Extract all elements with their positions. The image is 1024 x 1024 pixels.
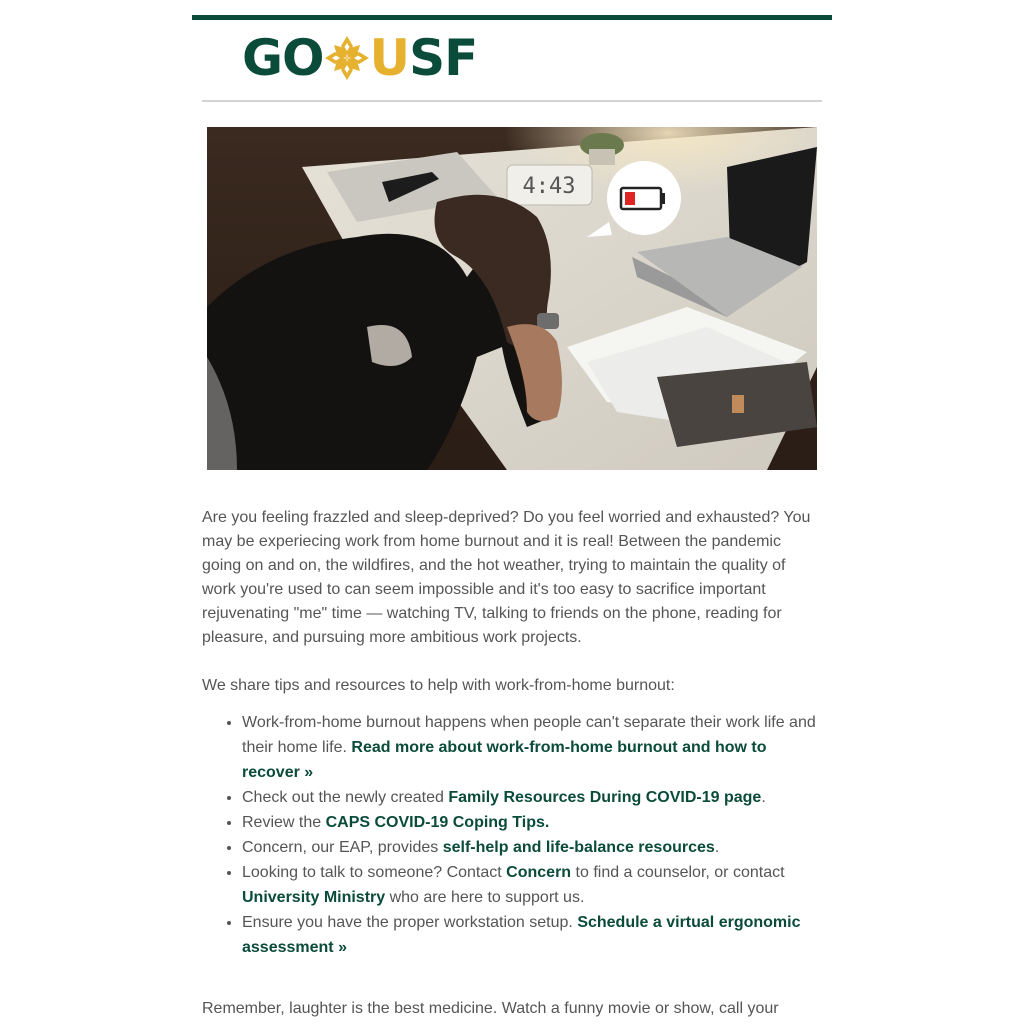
email-body [192,506,832,1021]
tip-text: Check out the newly created [242,789,449,806]
gousf-logo[interactable] [242,30,477,86]
tips-intro-paragraph: We share tips and resources to help with work-from-home burnout: [202,677,675,694]
logo-go-text: GO [242,29,324,87]
hero-image [207,127,817,470]
concern-link[interactable]: Concern [506,864,572,881]
family-resources-link[interactable]: Family Resources During COVID-19 page [448,789,762,806]
header-divider [202,100,822,102]
burnout-article-link[interactable]: Read more about work-from-home burnout and how to recover » [242,739,767,781]
list-item [242,710,822,785]
tips-list [202,710,822,960]
email-container [192,0,832,1021]
ergonomic-assessment-link[interactable]: Schedule a virtual ergonomic assessment » [242,914,801,956]
intro-paragraph: Are you feeling frazzled and sleep-deprived? Do you feel worried and exhausted? You may be experiecing work from home burnout and it is real! Between the pandemic going on and on, the wildfires, and the hot weather, trying to maintain the quality of work you're used to can seem impossible and it's too easy to sacrifice important rejuvenating "me" time — watching TV, talking to friends on the phone, reading for pleasure, and pursuing more ambitious work projects. [202,509,811,646]
tip-text: Review the [242,814,326,831]
tip-text-mid: to find a counselor, or contact [571,864,785,881]
closing-paragraph: Remember, laughter is the best medicine. Watch a funny movie or show, call your [202,1000,779,1017]
usf-emblem-icon [323,34,371,82]
tip-text: Looking to talk to someone? Contact [242,864,507,881]
email-header [192,20,832,100]
list-item [242,860,822,910]
caps-coping-tips-link[interactable]: CAPS COVID-19 Coping Tips. [325,814,550,831]
list-item [242,785,822,810]
university-ministry-link[interactable]: University Ministry [242,889,386,906]
tip-text-end: . [714,839,720,856]
tip-text-end: who are here to support us. [385,889,585,906]
list-item [242,910,822,960]
clock-display: 4:43 [522,174,576,199]
self-help-resources-link[interactable]: self-help and life-balance resources [442,839,715,856]
tip-text-end: . [761,789,766,806]
tip-text: Ensure you have the proper workstation setup. [242,914,578,931]
tip-text: Concern, our EAP, provides [242,839,443,856]
list-item [242,835,822,860]
logo-u-text: U [369,29,410,87]
tip-text: Work-from-home burnout happens when people can't separate their work life and their home life. [242,714,816,756]
list-item [242,810,822,835]
logo-sf-text: SF [409,29,478,87]
